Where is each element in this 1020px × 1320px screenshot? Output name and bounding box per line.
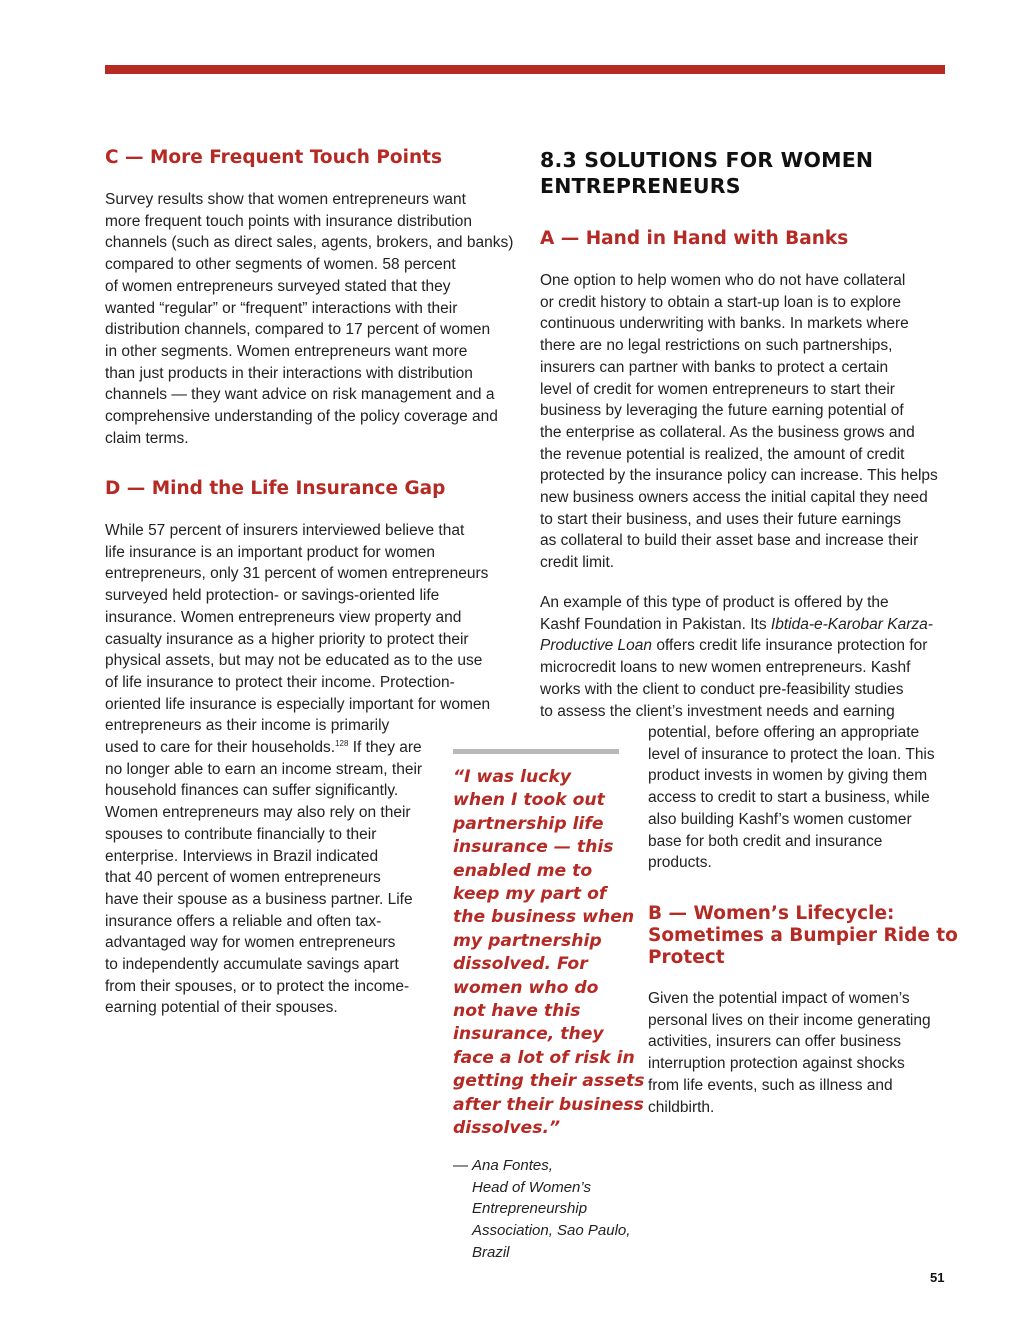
top-accent-bar: [105, 65, 945, 74]
text-line: insurers can partner with banks to protect a certain: [540, 358, 889, 376]
text-line: from their spouses, or to protect the income-: [105, 977, 410, 995]
paragraph-c-touch-points: [105, 189, 513, 449]
quote-line: partnership life: [453, 813, 604, 834]
text-line: to independently accumulate savings apart: [105, 956, 399, 974]
text-line: of life insurance to protect their income. Protection-: [105, 673, 455, 691]
text-line: Women entrepreneurs may also rely on their: [105, 804, 411, 822]
quote-line: insurance, they: [453, 1024, 604, 1045]
text-line: casualty insurance as a higher priority to protect their: [105, 630, 469, 648]
quote-line: not have this: [453, 1001, 581, 1022]
text-line: of women entrepreneurs surveyed stated that they: [105, 277, 451, 295]
quote-line: insurance — this: [453, 837, 614, 858]
text-line: insurance offers a reliable and often tax-: [105, 912, 382, 930]
text-line: level of insurance to protect the loan. This: [648, 745, 935, 763]
text-line: protected by the insurance policy can increase. This helps: [540, 467, 938, 485]
text-line: One option to help women who do not have collateral: [540, 272, 906, 289]
text-line: the enterprise as collateral. As the business grows and: [540, 423, 915, 441]
text-line: that 40 percent of women entrepreneurs: [105, 869, 381, 887]
paragraph-kashf-example: [540, 592, 933, 722]
paragraph-b-womens-lifecycle: [648, 988, 931, 1118]
heading-d-life-insurance-gap: D — Mind the Life Insurance Gap: [105, 478, 446, 499]
text-line: channels — they want advice on risk management and a: [105, 386, 495, 404]
quote-line: keep my part of: [453, 884, 607, 905]
section-title-line: 8.3 SOLUTIONS FOR WOMEN: [540, 148, 874, 172]
paragraph-a-hand-in-hand: [540, 270, 938, 574]
text-line: Survey results show that women entrepreneurs want: [105, 191, 466, 208]
quote-line: enabled me to: [453, 860, 593, 881]
page-number: 51: [930, 1270, 945, 1285]
text-line: from life events, such as illness and: [648, 1076, 893, 1094]
text-line: continuous underwriting with banks. In markets where: [540, 315, 909, 333]
text-line: base for both credit and insurance: [648, 832, 883, 850]
text-line: claim terms.: [105, 429, 189, 447]
paragraph-d-life-insurance-gap: [105, 520, 490, 1019]
quote-line: the business when: [453, 907, 635, 928]
text-run: Kashf Foundation in Pakistan. Its: [540, 615, 771, 633]
text-line: life insurance is an important product for women: [105, 543, 435, 561]
attribution-line: Association, Sao Paulo,: [472, 1222, 631, 1240]
text-line: surveyed held protection- or savings-oriented life: [105, 587, 440, 605]
heading-a-hand-in-hand: A — Hand in Hand with Banks: [540, 228, 849, 249]
text-line: personal lives on their income generating: [648, 1011, 931, 1029]
quote-attribution: [472, 1155, 630, 1264]
text-line: more frequent touch points with insurance distribution: [105, 212, 473, 230]
text-line: as collateral to build their asset base and increase their: [540, 532, 919, 550]
quote-line: dissolves.”: [453, 1118, 561, 1139]
heading-b-womens-lifecycle: [648, 903, 958, 969]
text-line: than just products in their interactions with distribution: [105, 364, 473, 382]
heading-line: Protect: [648, 947, 725, 968]
text-line: to assess the client’s investment needs and earning: [540, 702, 895, 720]
footnote-after-text: If they are: [348, 739, 422, 757]
pull-quote: [453, 766, 644, 1141]
footnote-text: used to care for their households.: [105, 739, 336, 757]
quote-line: getting their assets: [453, 1071, 645, 1092]
text-line: entrepreneurs, only 31 percent of women entrepreneurs: [105, 565, 489, 583]
quote-line: after their business: [453, 1094, 644, 1115]
quote-line: face a lot of risk in: [453, 1047, 635, 1068]
text-line: to start their business, and uses their future earnings: [540, 510, 902, 528]
text-line: in other segments. Women entrepreneurs want more: [105, 342, 468, 360]
text-line: there are no legal restrictions on such partnerships,: [540, 337, 893, 355]
text-line: physical assets, but may not be educated as to the use: [105, 652, 483, 670]
product-name-italic: Productive Loan: [540, 637, 653, 655]
text-run: offers credit life insurance protection for: [652, 637, 928, 655]
text-line: earning potential of their spouses.: [105, 999, 338, 1017]
text-line: spouses to contribute financially to their: [105, 825, 377, 843]
text-line: potential, before offering an appropriate: [648, 724, 920, 741]
attribution-line: Brazil: [472, 1243, 510, 1261]
text-line: product invests in women by giving them: [648, 767, 928, 785]
text-line: also building Kashf’s women customer: [648, 810, 912, 828]
text-line: channels (such as direct sales, agents, brokers, and banks): [105, 234, 514, 252]
text-line: Given the potential impact of women’s: [648, 990, 910, 1007]
text-line: or credit history to obtain a start-up loan is to explore: [540, 293, 901, 311]
text-line: [540, 635, 933, 657]
text-line: An example of this type of product is offered by the: [540, 594, 889, 611]
pull-quote-rule: [453, 749, 619, 754]
text-line: level of credit for women entrepreneurs to start their: [540, 380, 895, 398]
attribution-line: Head of Women’s: [472, 1178, 591, 1196]
quote-line: dissolved. For: [453, 954, 588, 975]
quote-line: “I was lucky: [453, 767, 572, 787]
text-line: credit limit.: [540, 554, 615, 572]
text-line: interruption protection against shocks: [648, 1055, 905, 1073]
text-line: the revenue potential is realized, the amount of credit: [540, 445, 905, 463]
attribution-line: Ana Fontes,: [472, 1157, 553, 1174]
section-title-line: ENTREPRENEURS: [540, 174, 741, 198]
text-line: products.: [648, 854, 712, 872]
quote-line: when I took out: [453, 790, 605, 811]
quote-line: women who do: [453, 977, 599, 998]
text-line-with-footnote: [105, 737, 490, 759]
text-line: works with the client to conduct pre-feasibility studies: [540, 680, 904, 698]
text-line: activities, insurers can offer business: [648, 1033, 901, 1051]
text-line: entrepreneurs as their income is primarily: [105, 717, 390, 735]
text-line: microcredit loans to new women entrepreneurs. Kashf: [540, 659, 911, 677]
text-line: oriented life insurance is especially important for women: [105, 695, 491, 713]
text-line: have their spouse as a business partner. Life: [105, 890, 413, 908]
text-line: advantaged way for women entrepreneurs: [105, 934, 396, 952]
text-line: distribution channels, compared to 17 percent of women: [105, 321, 491, 339]
text-line: wanted “regular” or “frequent” interactions with their: [105, 299, 458, 317]
text-line: compared to other segments of women. 58 percent: [105, 256, 456, 274]
text-line: While 57 percent of insurers interviewed believe that: [105, 522, 465, 539]
text-line: access to credit to start a business, while: [648, 789, 930, 807]
heading-line: Sometimes a Bumpier Ride to: [648, 925, 958, 946]
attribution-line: Entrepreneurship: [472, 1200, 588, 1218]
product-name-italic: Ibtida-e-Karobar Karza-: [770, 615, 933, 633]
heading-line: B — Women’s Lifecycle:: [648, 903, 895, 924]
heading-c-touch-points: C — More Frequent Touch Points: [105, 147, 442, 168]
footnote-marker: 128: [335, 738, 349, 748]
text-line: [540, 614, 933, 636]
text-line: insurance. Women entrepreneurs view property and: [105, 608, 462, 626]
quote-line: my partnership: [453, 930, 602, 951]
text-line: comprehensive understanding of the policy coverage and: [105, 408, 498, 426]
quote-attribution-dash: —: [453, 1157, 468, 1174]
text-line: enterprise. Interviews in Brazil indicated: [105, 847, 379, 865]
text-line: new business owners access the initial capital they need: [540, 489, 928, 507]
text-line: household finances can suffer significantly.: [105, 782, 399, 800]
section-title-solutions: [540, 147, 873, 199]
text-line: no longer able to earn an income stream, their: [105, 760, 423, 778]
text-line: childbirth.: [648, 1098, 715, 1116]
paragraph-kashf-continued: [648, 722, 935, 874]
text-line: business by leveraging the future earning potential of: [540, 402, 904, 420]
